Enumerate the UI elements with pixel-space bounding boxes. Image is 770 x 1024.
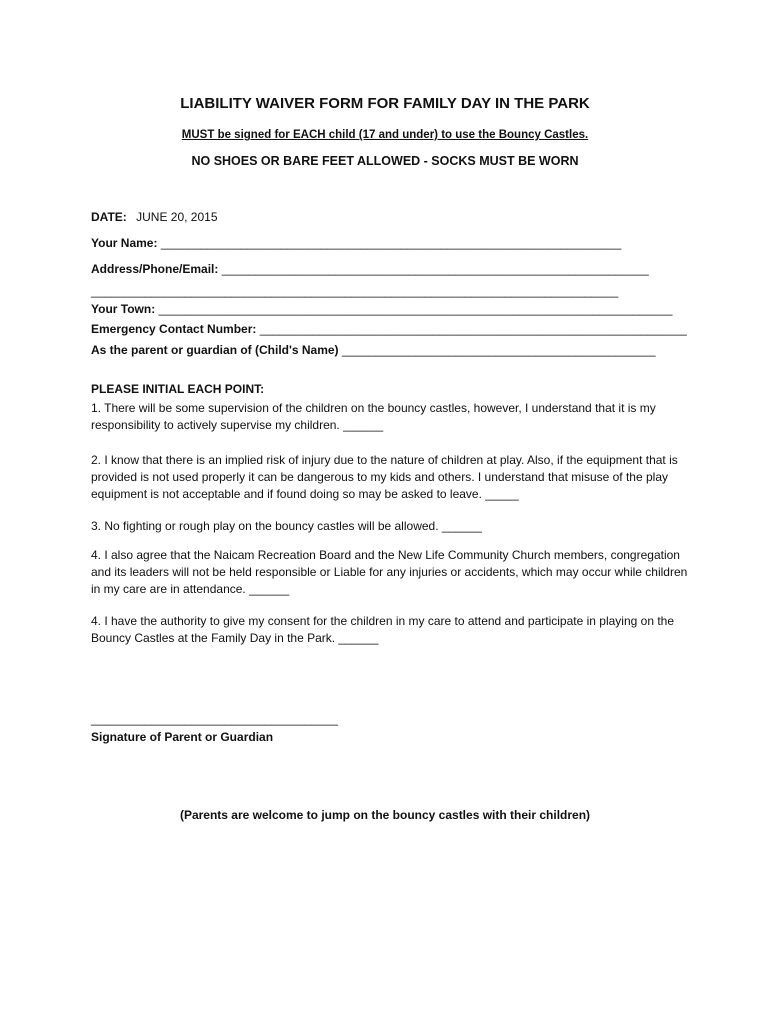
waiver-point: 3. No fighting or rough play on the bouncy castles will be allowed. ______ bbox=[91, 519, 482, 533]
signature-line[interactable]: _____________________________________ bbox=[91, 712, 338, 726]
waiver-point: 4. I have the authority to give my consent for the children in my care to attend and participate in playing on the Bouncy Castles at the Family Day in the Park. ______ bbox=[91, 614, 675, 645]
waiver-point: 4. I also agree that the Naicam Recreation Board and the New Life Community Church members, congregation and its leaders will not be held responsible or Liable for any injuries or accidents, which may occur while children in my care are in attendance. ______ bbox=[91, 548, 688, 596]
child-blank[interactable]: _______________________________________________ bbox=[341, 343, 656, 357]
emergency-label: Emergency Contact Number: bbox=[91, 322, 257, 336]
eligibility-note: MUST be signed for EACH child (17 and under) to use the Bouncy Castles. bbox=[181, 129, 589, 141]
address-label: Address/Phone/Email: bbox=[91, 262, 219, 276]
name-blank[interactable]: _____________________________________________________________________ bbox=[160, 236, 622, 250]
town-blank[interactable]: _____________________________________________________________________________ bbox=[158, 302, 673, 316]
initials-heading: PLEASE INITIAL EACH POINT: bbox=[91, 382, 265, 396]
child-label: As the parent or guardian of (Child's Name) bbox=[91, 343, 339, 357]
emergency-blank[interactable]: ________________________________________________________________ bbox=[259, 322, 687, 336]
waiver-point: 1. There will be some supervision of the children on the bouncy castles, however, I understand that it is my responsibility to actively supervise my children. ______ bbox=[91, 401, 656, 432]
waiver-point: 2. I know that there is an implied risk of injury due to the nature of children at play. Also, if the equipment that is provided is not used properly it can be dangerous to my kids and others. I understand that misuse of the play equipment is not acceptable and if found doing so may be asked to leave. _____ bbox=[91, 453, 678, 501]
town-label: Your Town: bbox=[91, 302, 156, 316]
date-row bbox=[91, 210, 218, 224]
name-label: Your Name: bbox=[91, 236, 158, 250]
date-value: JUNE 20, 2015 bbox=[136, 210, 218, 224]
footer-note: (Parents are welcome to jump on the bouncy castles with their children) bbox=[179, 808, 591, 822]
name-row bbox=[91, 236, 621, 250]
socks-notice: NO SHOES OR BARE FEET ALLOWED - SOCKS MUST BE WORN bbox=[191, 154, 579, 168]
signature-label: Signature of Parent or Guardian bbox=[91, 730, 274, 744]
address-blank[interactable]: ________________________________________________________________ bbox=[221, 262, 649, 276]
form-title: LIABILITY WAIVER FORM FOR FAMILY DAY IN THE PARK bbox=[180, 95, 590, 112]
date-label: DATE: bbox=[91, 210, 127, 224]
town-row bbox=[91, 302, 672, 316]
address-blank-line2[interactable]: _______________________________________________________________________________ bbox=[91, 284, 619, 298]
child-row bbox=[91, 343, 656, 357]
emergency-row bbox=[91, 322, 687, 336]
address-row bbox=[91, 262, 649, 276]
